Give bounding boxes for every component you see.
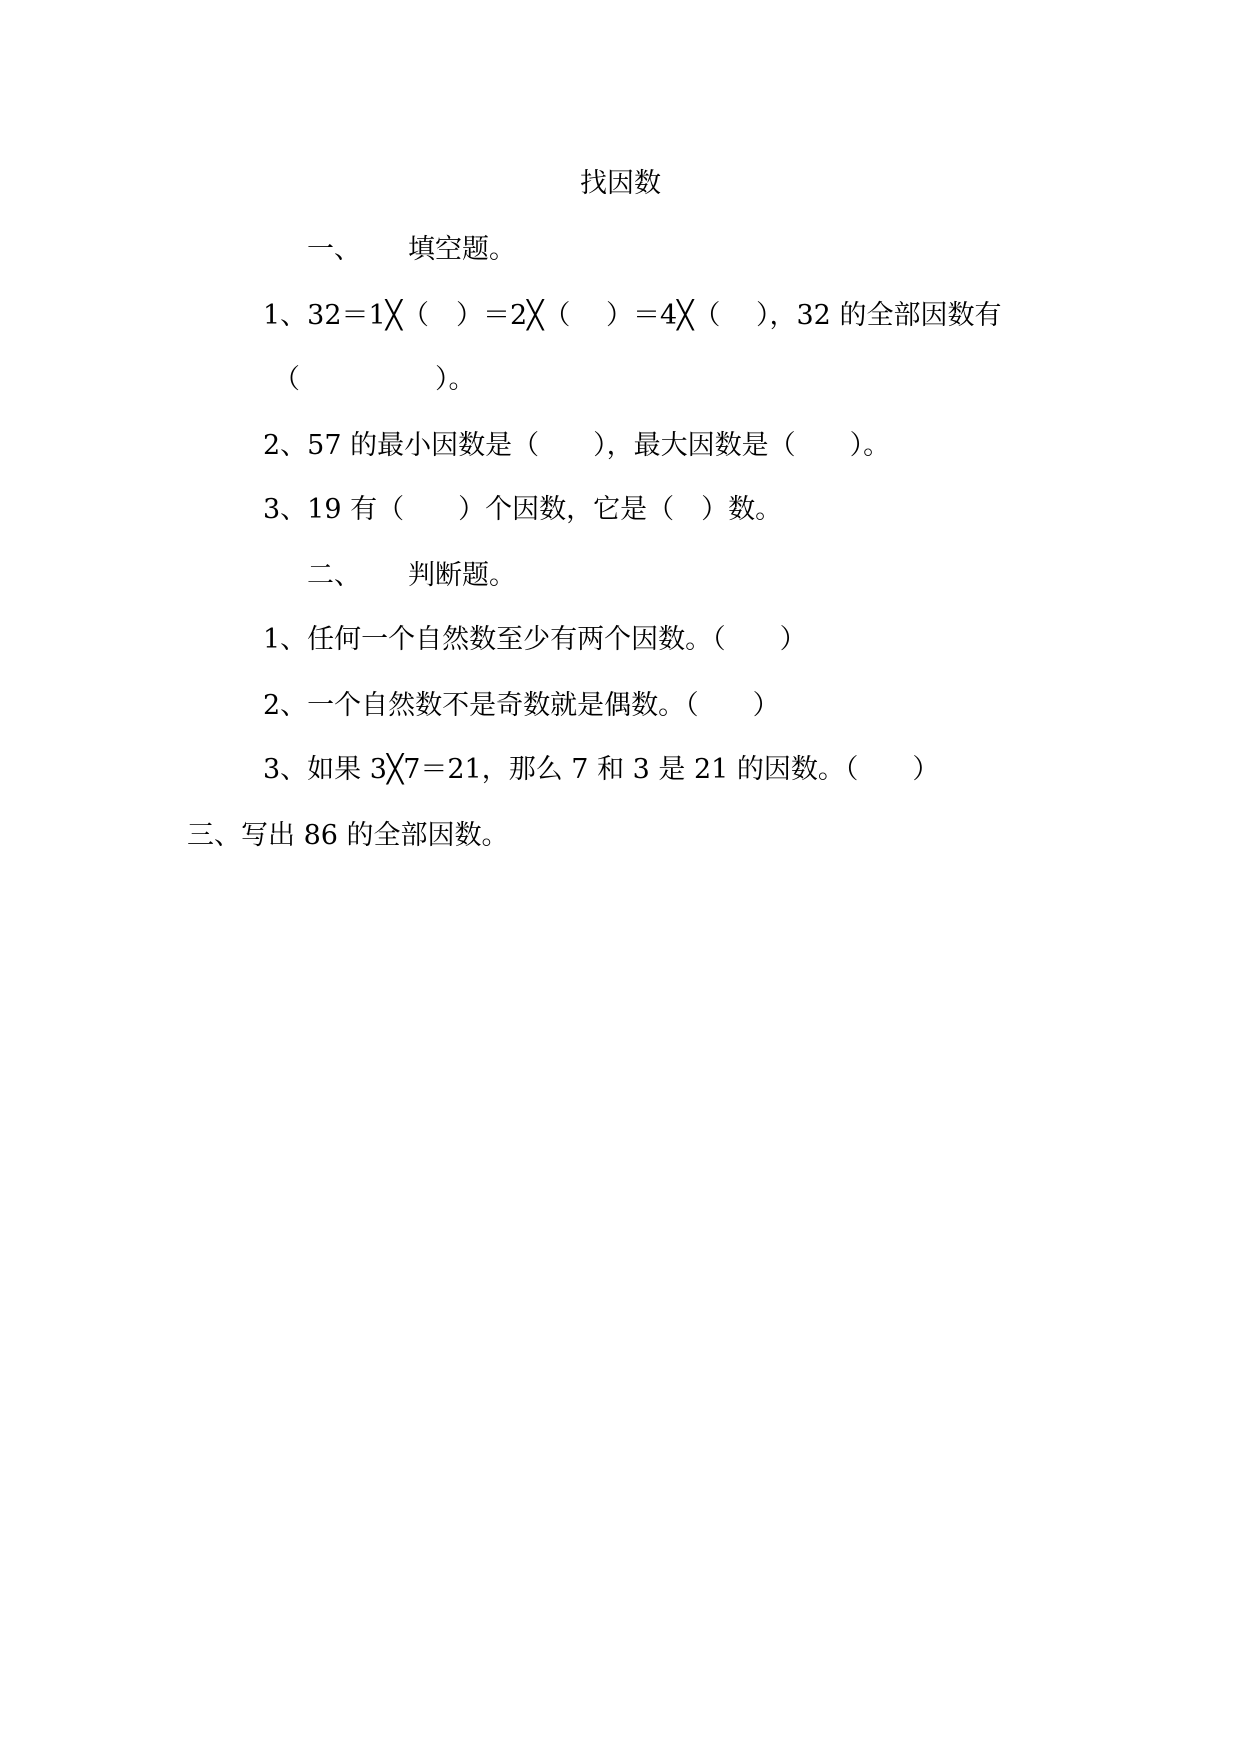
fill-question-1: 1、32＝1╳（ ）＝2╳（ ）＝4╳（ ），32 的全部因数有 xyxy=(263,300,1002,331)
section-2-number: 二、 xyxy=(307,560,361,591)
judge-question-1: 1、任何一个自然数至少有两个因数。（ ） xyxy=(263,624,807,655)
fill-question-1-continuation: （ ）。 xyxy=(273,364,476,395)
section-3-question: 三、写出 86 的全部因数。 xyxy=(187,820,509,851)
judge-question-3: 3、如果 3╳7＝21，那么 7 和 3 是 21 的因数。（ ） xyxy=(263,754,940,785)
fill-question-2: 2、57 的最小因数是（ ），最大因数是（ ）。 xyxy=(263,430,891,461)
judge-question-2: 2、一个自然数不是奇数就是偶数。（ ） xyxy=(263,690,780,721)
section-1-number: 一、 xyxy=(307,234,361,265)
page-title: 找因数 xyxy=(580,168,661,199)
section-1-heading: 填空题。 xyxy=(408,234,516,265)
fill-question-3: 3、19 有（ ）个因数，它是（ ）数。 xyxy=(263,494,783,525)
section-2-heading: 判断题。 xyxy=(408,560,516,591)
